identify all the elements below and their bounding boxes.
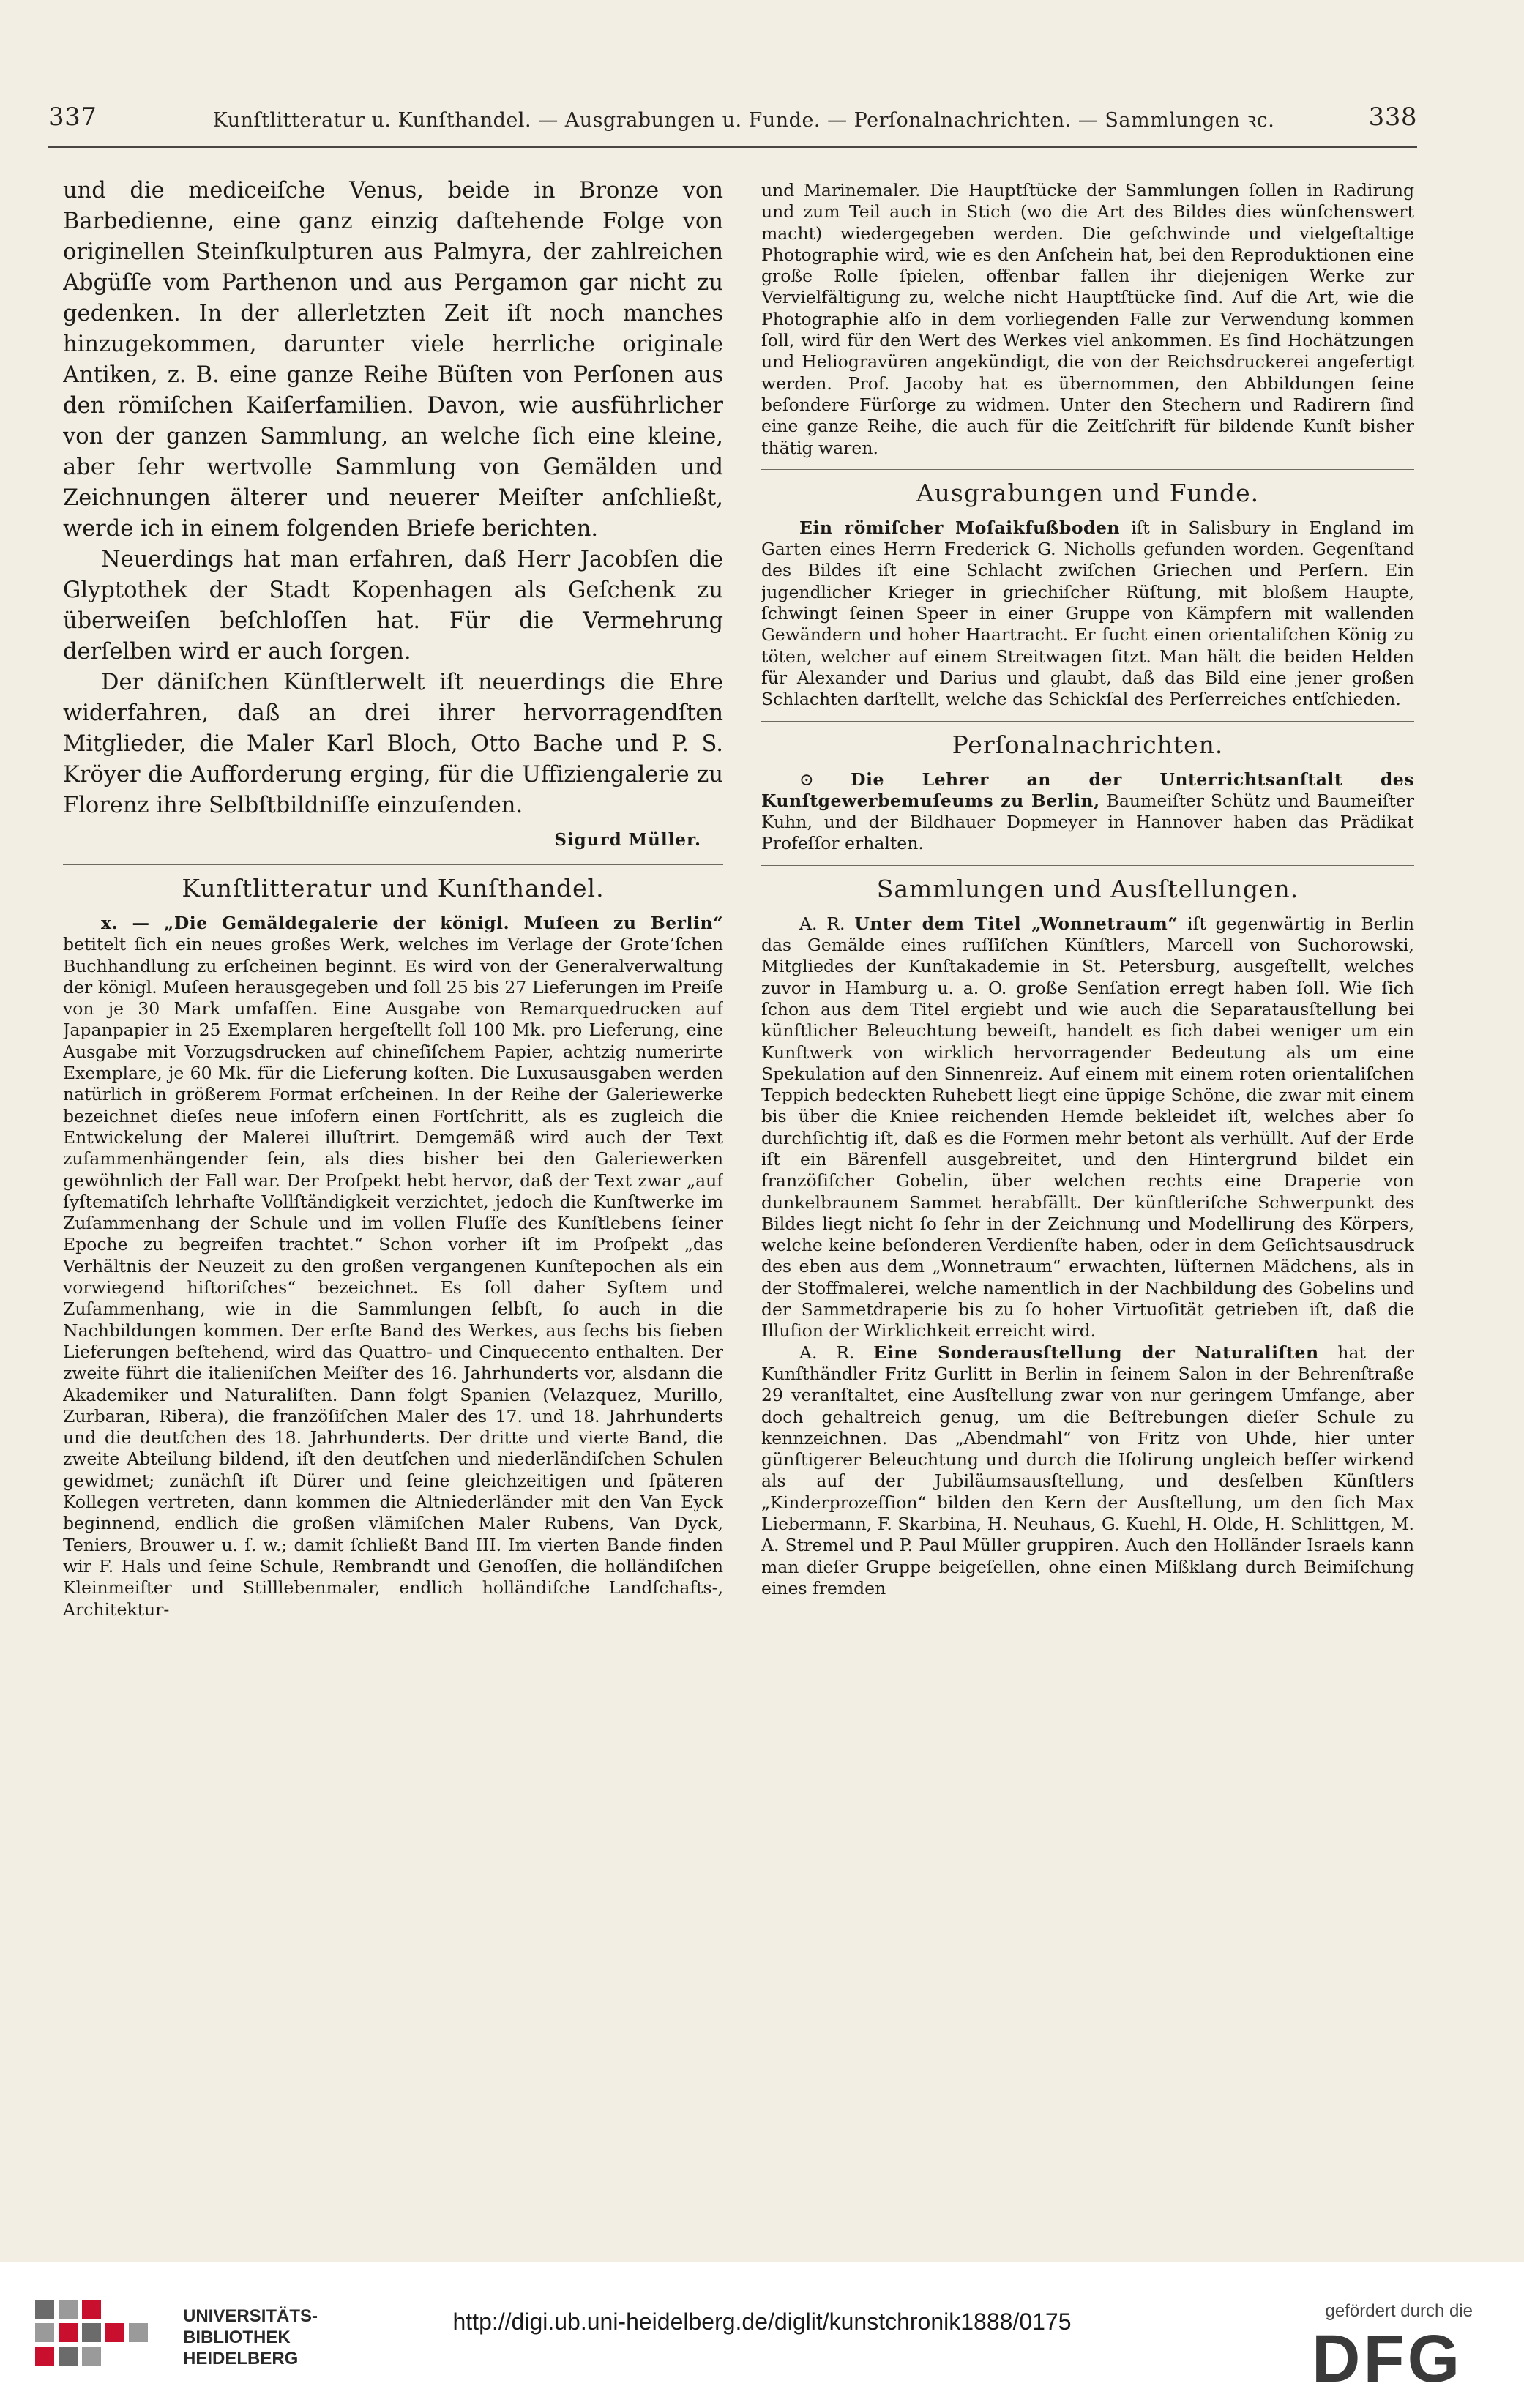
footer-bar — [0, 2262, 1524, 2408]
left-column — [63, 176, 723, 2152]
article-lead: x. — „Die Gemäldegalerie der königl. Muſeen zu Berlin“ — [101, 913, 723, 933]
article-wonnetraum — [761, 913, 1414, 1342]
section-heading-sammlungen: Sammlungen und Ausſtellungen. — [876, 874, 1299, 903]
article-body: iſt in Salisbury in England im Garten eines Herrn Frederick G. Nicholls gefunden worden. Gegenſtand des Bildes iſt eine Schlacht zwiſchen Griechen und Perſern. Ein jugendlicher Krieger in griechiſcher Rüſtung, mit bloßem Haupte, ſchwingt ſeinen Speer in einer Gruppe von Kämpfern mit wallenden Gewändern und hoher Haartracht. Er ſucht einen orientaliſchen König zu töten, welcher auf einem Streitwagen ſitzt. Man hält die beiden Helden für Alexander und Darius und glaubt, daß das Bild eine jener großen Schlachten darſtellt, welche das Schickſal des Perſerreiches entſchieden. — [761, 517, 1414, 710]
article-body: betitelt ſich ein neues großes Werk, welches im Verlage der Grote’ſchen Buchhandlung zu erſcheinen beginnt. Es wird von der Generalverwaltung der königl. Muſeen herausgegeben und ſoll 25 bis 27 Lieferungen im Preiſe von je 30 Mark umfaſſen. Eine Ausgabe von Remarquedrucken auf Japanpapier in 25 Exemplaren hergeſtellt ſoll 100 Mk. pro Lieferung, eine Ausgabe mit Vorzugsdrucken auf chineſiſchem Papier, achtzig numerirte Exemplare, je 60 Mk. für die Lieferung koſten. Die Luxusausgaben werden natürlich in größerem Format erſcheinen. In der Reihe der Galeriewerke bezeichnet dieſes neue inſofern einen Fortſchritt, als es zugleich die Entwickelung der Malerei illuſtrirt. Demgemäß wird auch der Text zuſammenhängender ſein, als dies bisher bei den Galeriewerken gewöhnlich der Fall war. Der Proſpekt hebt hervor, daß der Text zwar „auf ſyſtematiſch lehrhafte Vollſtändigkeit verzichtet, jedoch die Kunſtwerke im Zuſammenhang der Schule und im vollen Fluſſe des Kunſtlebens ſeiner Epoche zu begreifen trachtet.“ Schon vorher iſt im Proſpekt „das Verhältnis der Neuzeit zu den großen vergangenen Kunſtepochen als ein vorwiegend hiſtoriſches“ bezeichnet. Es ſoll daher Syſtem und Zuſammenhang, wie in die Sammlungen ſelbſt, ſo auch in die Nachbildungen kommen. Der erſte Band des Werkes, aus ſechs bis ſieben Lieferungen beſtehend, wird das Quattro- und Cinquecento enthalten. Der zweite führt die italieniſchen Meiſter des 16. Jahrhunderts vor, alsdann die Akademiker und Naturaliſten. Dann folgt Spanien (Velazquez, Murillo, Zurbaran, Ribera), die franzöſiſchen Maler des 17. und 18. Jahrhunderts und die deutſchen des 18. Jahrhunderts. Der dritte und vierte Band, die zweite Abteilung bildend, iſt den deutſchen und niederländiſchen Schulen gewidmet; zunächſt iſt Dürer und ſeine gleichzeitigen und ſpäteren Kollegen vertreten, dann kommen die Altniederländer mit den Van Eyck beginnend, endlich die großen vlämiſchen Maler Rubens, Van Dyck, Teniers, Brouwer u. ſ. w.; damit ſchließt Band III. Im vierten Bande finden wir F. Hals und ſeine Schule, Rembrandt und Genoſſen, die holländiſchen Kleinmeiſter und Stilllebenmaler, endlich holländiſche Landſchafts-, Architektur- — [63, 934, 723, 1620]
article-lead: Unter dem Titel „Wonnetraum“ — [854, 913, 1179, 934]
article-lead: Ein römiſcher Moſaikfußboden — [799, 517, 1120, 538]
library-name-line: BIBLIOTHEK — [183, 2327, 291, 2347]
article-lead: Eine Sonderausſtellung der Naturaliſten — [873, 1342, 1319, 1363]
library-name-line: HEIDELBERG — [183, 2349, 299, 2368]
article-author: A. R. — [799, 1342, 855, 1363]
section-heading-ausgrabungen: Ausgrabungen und Funde. — [916, 478, 1260, 507]
paragraph: Neuerdings hat man erfahren, daß Herr Jacobſen die Glyptothek der Stadt Kopenhagen als Geſchenk zu überweiſen beſchloſſen hat. Für die Vermehrung derſelben wird er auch ſorgen. — [63, 547, 723, 665]
funded-by-label: gefördert durch die — [1325, 2301, 1473, 2321]
paragraph: und die mediceiſche Venus, beide in Bronze von Barbedienne, eine ganz einzig daſtehende Folge von originellen Steinſkulpturen aus Palmyra, der zahlreichen Abgüſſe vom Parthenon und aus Pergamon gar nicht zu gedenken. In der allerletzten Zeit iſt noch manches hinzugekommen, darunter viele herrliche originale Antiken, z. B. eine ganze Reihe Büſten von Perſonen aus den römiſchen Kaiſerfamilien. Davon, wie ausführlicher von der ganzen Sammlung, an welche ſich eine kleine, aber ſehr wertvolle Sammlung von Gemälden und Zeichnungen älterer und neuerer Meiſter anſchließt, werde ich in einem folgenden Briefe berichten. — [63, 178, 723, 542]
article-naturalisten — [761, 1342, 1414, 1600]
section-rule — [63, 864, 723, 865]
section-rule — [761, 721, 1414, 722]
paragraph: Der däniſchen Künſtlerwelt iſt neuerdings die Ehre widerfahren, daß an drei ihrer hervorragendſten Mitglieder, die Maler Karl Bloch, Otto Bache und P. S. Kröyer die Aufforderung erging, für die Uffiziengalerie zu Florenz ihre Selbſtbildniſſe einzuſenden. — [63, 670, 723, 818]
article-lead: Die Lehrer an der Unterrichtsanſtalt des Kunſtgewerbemuſeums zu Berlin, — [761, 769, 1414, 811]
article-mosaik — [761, 517, 1414, 711]
page-number-left: 337 — [48, 102, 97, 132]
signature: Sigurd Müller. — [554, 830, 701, 850]
section-heading-kunstlitteratur: Kunſtlitteratur und Kunſthandel. — [182, 874, 605, 902]
running-title: Kunſtlitteratur u. Kunſthandel. — Ausgrabungen u. Funde. — Perſonalnachrichten. — Sammlungen ꝛc. — [212, 109, 1275, 132]
section-heading-personal: Perſonalnachrichten. — [952, 730, 1224, 759]
right-column — [761, 180, 1414, 2149]
library-name-line: UNIVERSITÄTS- — [183, 2306, 318, 2326]
section-rule — [761, 469, 1414, 470]
article-body: iſt gegenwärtig in Berlin das Gemälde eines ruſſiſchen Künſtlers, Marcell von Suchorowski, Mitgliedes der Kunſtakademie in St. Petersburg, ausgeſtellt, welches zuvor in Hamburg u. a. O. große Senſation erregt haben ſoll. Wie ſich ſchon aus dem Titel ergiebt und wie auch die Separatausſtellung bei künſtlicher Beleuchtung beweiſt, handelt es ſich dabei weniger um ein Kunſtwerk von wirklich hervorragender Bedeutung als um eine Spekulation auf den Sinnenreiz. Auf einem mit einem roten orientaliſchen Teppich bedeckten Ruhebett liegt eine üppige Schöne, die zwar mit einem bis über die Kniee reichenden Hemde bekleidet iſt, welches aber ſo durchſichtig iſt, daß es die Formen mehr betont als verhüllt. Auf der Erde iſt ein Bärenfell ausgebreitet, und den Hintergrund bildet ein franzöſiſcher Gobelin, über welchen rechts eine Draperie von dunkelbraunem Sammet herabfällt. Der künſtleriſche Schwerpunkt des Bildes liegt nicht ſo ſehr in der Zeichnung und Modellirung des Körpers, welche keine beſonderen Verdienſte haben, oder in dem Geſichtsausdruck des eben aus dem „Wonnetraum“ erwachten, lüſternen Mädchens, als in der Stoffmalerei, welche namentlich in der Nachbildung des Gobelins und der Sammetdraperie bis zu ſo hoher Virtuoſität getrieben iſt, daß die Illuſion der Wirklichkeit erreicht wird. — [761, 913, 1414, 1342]
running-head — [48, 98, 1417, 142]
page-number-right: 338 — [1368, 102, 1417, 132]
paragraph: und Marinemaler. Die Hauptſtücke der Sammlungen ſollen in Radirung und zum Teil auch in Stich (wo die Art des Bildes dies wünſchenswert macht) wiedergegeben werden. Die geſchwinde und vielgeſtaltige Photographie wird, wie es den Anſchein hat, bei den Reproduktionen eine große Rolle ſpielen, offenbar fallen ihr diejenigen Werke zur Vervielfältigung zu, welche nicht Hauptſtücke ſind. Auf die Art, wie die Photographie alſo in dem vorliegenden Falle zur Verwendung kommen ſoll, wird für den Wert des Werkes viel ankommen. Es ſind Hochätzungen und Heliogravüren angekündigt, die von der Reichsdruckerei angefertigt werden. Prof. Jacoby hat es übernommen, den Abbildungen ſeine beſondere Fürſorge zu widmen. Unter den Stechern und Radirern ſind eine ganze Reihe, die auch für die Zeitſchrift für bildende Kunſt bisher thätig waren. — [761, 180, 1414, 458]
dfg-logo-text: DFG — [1312, 2325, 1463, 2390]
article-lehrer — [761, 769, 1414, 855]
article-kunstlitteratur — [63, 913, 723, 1620]
article-author: A. R. — [799, 913, 845, 934]
bullet-icon: ⊙ — [799, 769, 851, 790]
source-url-link[interactable]: http://digi.ub.uni-heidelberg.de/diglit/kunstchronik1888/0175 — [452, 2308, 1072, 2335]
dfg-logo-icon — [1312, 2325, 1480, 2390]
article-body: hat der Kunſthändler Fritz Gurlitt in Berlin in ſeinem Salon in der Behrenſtraße 29 veranſtaltet, eine Ausſtellung zwar von nur geringem Umfange, aber doch gehaltreich genug, um die Beſtrebungen dieſer Schule zu kennzeichnen. Das „Abendmahl“ von Fritz von Uhde, hier unter günſtigerer Beleuchtung und durch die Iſolirung ungleich beſſer wirkend als auf der Jubiläumsausſtellung, und desſelben Künſtlers „Kinderprozeſſion“ bilden den Kern der Ausſtellung, um den ſich Max Liebermann, F. Skarbina, H. Neuhaus, G. Kuehl, H. Olde, H. Schlittgen, M. A. Stremel und P. Paul Müller gruppiren. Auch den Holländer Israels kann man dieſer Gruppe beigeſellen, ohne einen Mißklang durch Beimiſchung eines fremden — [761, 1342, 1414, 1599]
article-body: Baumeiſter Schütz und Baumeiſter Kuhn, und der Bildhauer Dopmeyer in Hannover haben das Prädikat Profeſſor erhalten. — [761, 790, 1414, 854]
section-rule — [761, 865, 1414, 866]
header-rule — [48, 146, 1417, 148]
